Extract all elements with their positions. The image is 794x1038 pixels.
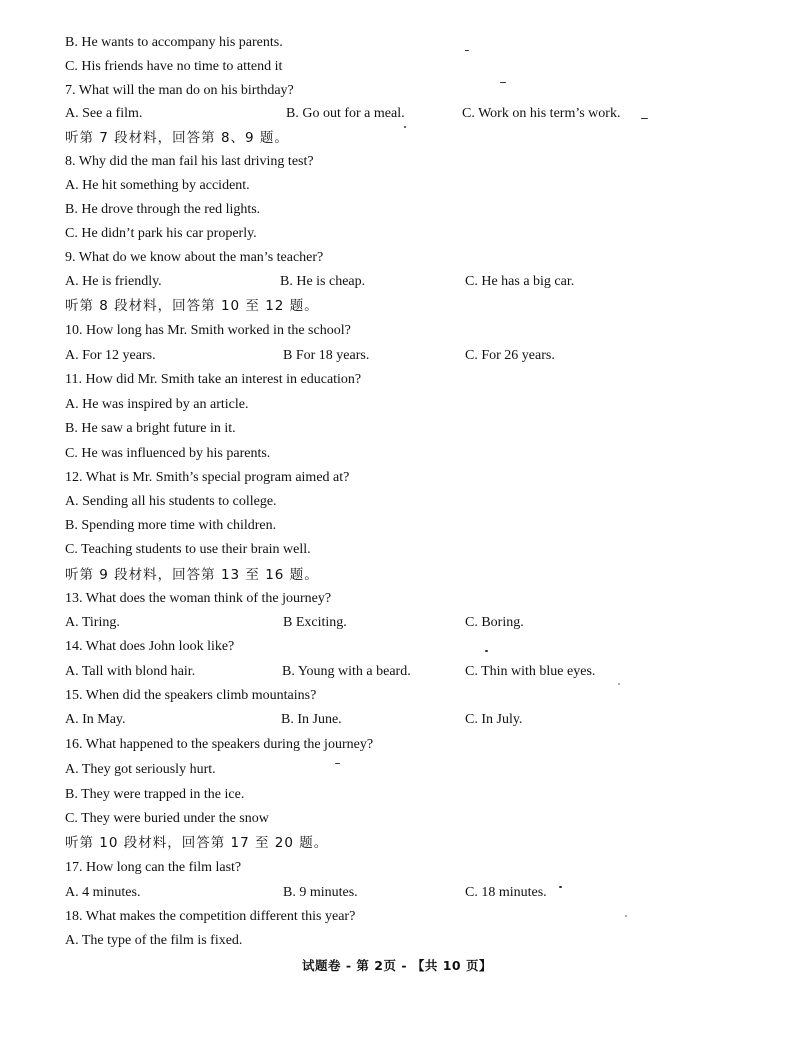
question-13: 13. What does the woman think of the journey? xyxy=(65,591,332,606)
q12-option-c: C. Teaching students to use their brain well. xyxy=(65,542,311,557)
question-16: 16. What happened to the speakers during the journey? xyxy=(65,737,374,752)
scan-speck xyxy=(485,650,488,652)
section-instruction-9: 听第 9 段材料，回答第 13 至 16 题。 xyxy=(65,567,319,583)
scan-speck xyxy=(641,118,648,119)
q14-option-c: C. Thin with blue eyes. xyxy=(465,664,596,679)
q6-option-c: C. His friends have no time to attend it xyxy=(65,59,283,74)
q18-option-a: A. The type of the film is fixed. xyxy=(65,933,243,948)
q12-option-b: B. Spending more time with children. xyxy=(65,518,277,533)
page-footer: 试题卷 - 第 2页 - 【共 10 页】 xyxy=(302,958,492,973)
q11-option-a: A. He was inspired by an article. xyxy=(65,397,249,412)
section-instruction-8: 听第 8 段材料，回答第 10 至 12 题。 xyxy=(65,298,319,314)
q8-option-b: B. He drove through the red lights. xyxy=(65,202,261,217)
q9-option-c: C. He has a big car. xyxy=(465,274,575,289)
q7-option-b: B. Go out for a meal. xyxy=(286,106,405,121)
scan-speck xyxy=(465,50,469,51)
q15-option-a: A. In May. xyxy=(65,712,126,727)
q15-option-b: B. In June. xyxy=(281,712,342,727)
question-8: 8. Why did the man fail his last driving test? xyxy=(65,154,314,169)
q17-option-c: C. 18 minutes. xyxy=(465,885,547,900)
scan-speck xyxy=(500,82,506,83)
q15-option-c: C. In July. xyxy=(465,712,523,727)
q14-option-b: B. Young with a beard. xyxy=(282,664,411,679)
q10-option-b: B For 18 years. xyxy=(283,348,370,363)
q16-option-b: B. They were trapped in the ice. xyxy=(65,787,245,802)
q6-option-b: B. He wants to accompany his parents. xyxy=(65,35,283,50)
question-9: 9. What do we know about the man’s teacher? xyxy=(65,250,324,265)
q16-option-a: A. They got seriously hurt. xyxy=(65,762,216,777)
q11-option-c: C. He was influenced by his parents. xyxy=(65,446,271,461)
q17-option-b: B. 9 minutes. xyxy=(283,885,358,900)
q10-option-a: A. For 12 years. xyxy=(65,348,156,363)
q13-option-b: B Exciting. xyxy=(283,615,347,630)
scan-speck xyxy=(335,763,340,764)
q7-option-a: A. See a film. xyxy=(65,106,143,121)
q16-option-c: C. They were buried under the snow xyxy=(65,811,269,826)
q8-option-c: C. He didn’t park his car properly. xyxy=(65,226,257,241)
question-17: 17. How long can the film last? xyxy=(65,860,242,875)
question-14: 14. What does John look like? xyxy=(65,639,235,654)
q8-option-a: A. He hit something by accident. xyxy=(65,178,250,193)
section-instruction-10: 听第 10 段材料，回答第 17 至 20 题。 xyxy=(65,835,329,851)
q13-option-c: C. Boring. xyxy=(465,615,524,630)
scan-speck xyxy=(625,915,627,917)
q14-option-a: A. Tall with blond hair. xyxy=(65,664,196,679)
q9-option-a: A. He is friendly. xyxy=(65,274,162,289)
question-10: 10. How long has Mr. Smith worked in the school? xyxy=(65,323,351,338)
q12-option-a: A. Sending all his students to college. xyxy=(65,494,277,509)
q10-option-c: C. For 26 years. xyxy=(465,348,555,363)
q17-option-a: A. 4 minutes. xyxy=(65,885,141,900)
q7-option-c: C. Work on his term’s work. xyxy=(462,106,621,121)
q11-option-b: B. He saw a bright future in it. xyxy=(65,421,236,436)
section-instruction-7: 听第 7 段材料，回答第 8、9 题。 xyxy=(65,130,289,146)
question-18: 18. What makes the competition different this year? xyxy=(65,909,356,924)
scan-speck xyxy=(404,126,406,128)
question-12: 12. What is Mr. Smith’s special program aimed at? xyxy=(65,470,350,485)
q9-option-b: B. He is cheap. xyxy=(280,274,366,289)
question-15: 15. When did the speakers climb mountains? xyxy=(65,688,317,703)
question-11: 11. How did Mr. Smith take an interest in education? xyxy=(65,372,362,387)
question-7: 7. What will the man do on his birthday? xyxy=(65,83,294,98)
scan-speck xyxy=(618,683,620,685)
scan-speck xyxy=(559,886,562,888)
q13-option-a: A. Tiring. xyxy=(65,615,120,630)
